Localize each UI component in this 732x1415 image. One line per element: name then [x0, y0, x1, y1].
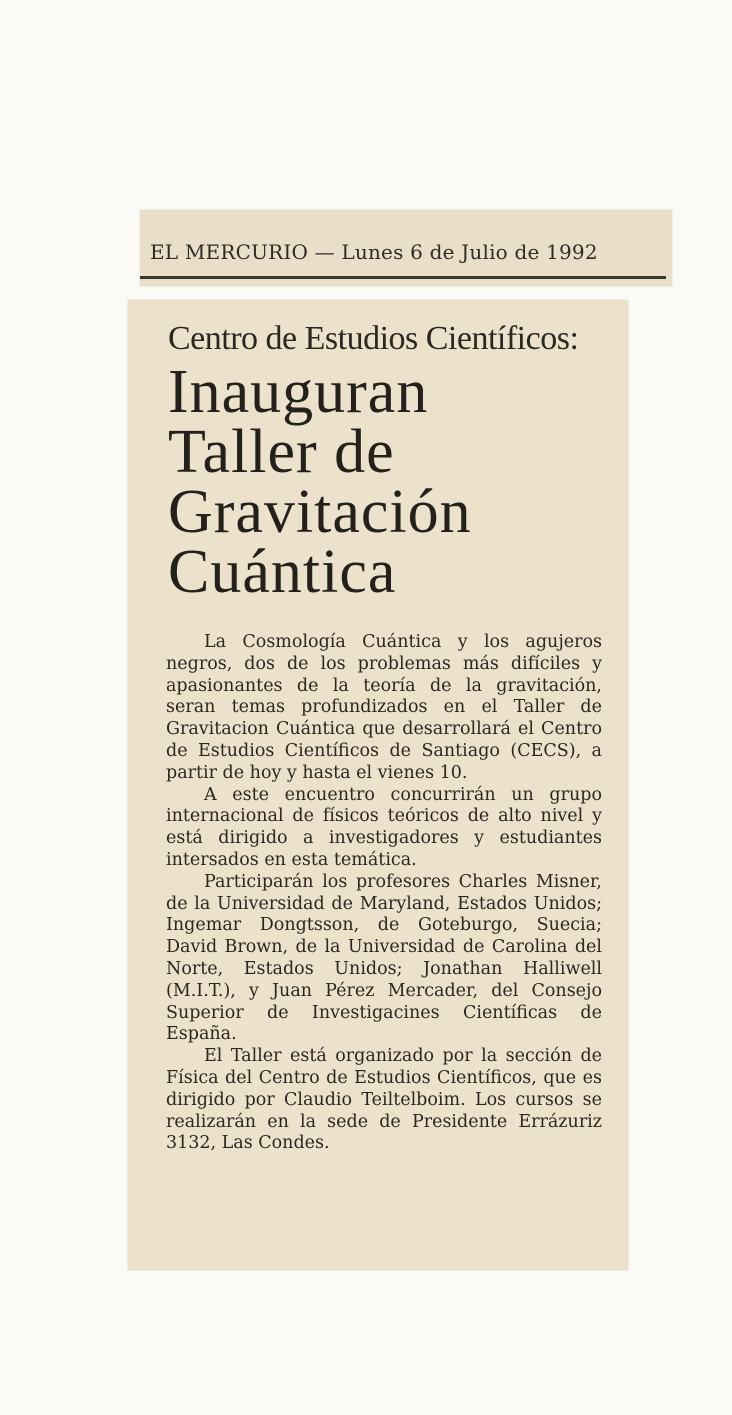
- headline-line: Gravitación: [168, 478, 472, 546]
- headline-line: Inauguran: [168, 358, 429, 426]
- article-headline: [168, 358, 608, 606]
- article-body: [166, 632, 602, 1155]
- article-kicker: Centro de Estudios Científicos:: [168, 320, 579, 357]
- article-paragraph: El Taller está organizado por la sección de Física del Centro de Estudios Científicos, que es dirigido por Claudio Teiltelboim. Los cursos se realizarán en la sede de Presidente Errázuriz 3132, Las Condes.: [166, 1046, 602, 1154]
- masthead-rule: [140, 276, 666, 279]
- article-paragraph: A este encuentro concurrirán un grupo internacional de físicos teóricos de alto nivel y está dirigido a investigadores y estudiantes intersados en esta temática.: [166, 784, 602, 870]
- article-paragraph: Participarán los profesores Charles Misner, de la Universidad de Maryland, Estados Unidos; Ingemar Dongtsson, de Goteburgo, Suecia; David Brown, de la Universidad de Carolina del Norte, Estados Unidos; Jonathan Halliwell (M.I.T.), y Juan Pérez Mercader, del Consejo Superior de Investigacines Científicas de España.: [166, 871, 602, 1045]
- article-paragraph: La Cosmología Cuántica y los agujeros negros, dos de los problemas más difíciles y apasionantes de la teoría de la gravitación, seran temas profundizados en el Taller de Gravitacion Cuántica que desarrollará el Centro de Estudios Científicos de Santiago (CECS), a partir de hoy y hasta el vienes 10.: [166, 632, 602, 783]
- headline-line: Cuántica: [168, 538, 397, 606]
- headline-line: Taller de: [168, 418, 395, 486]
- masthead-clipping: [140, 210, 672, 286]
- masthead-text: EL MERCURIO — Lunes 6 de Julio de 1992: [150, 240, 598, 264]
- article-clipping: [128, 300, 628, 1270]
